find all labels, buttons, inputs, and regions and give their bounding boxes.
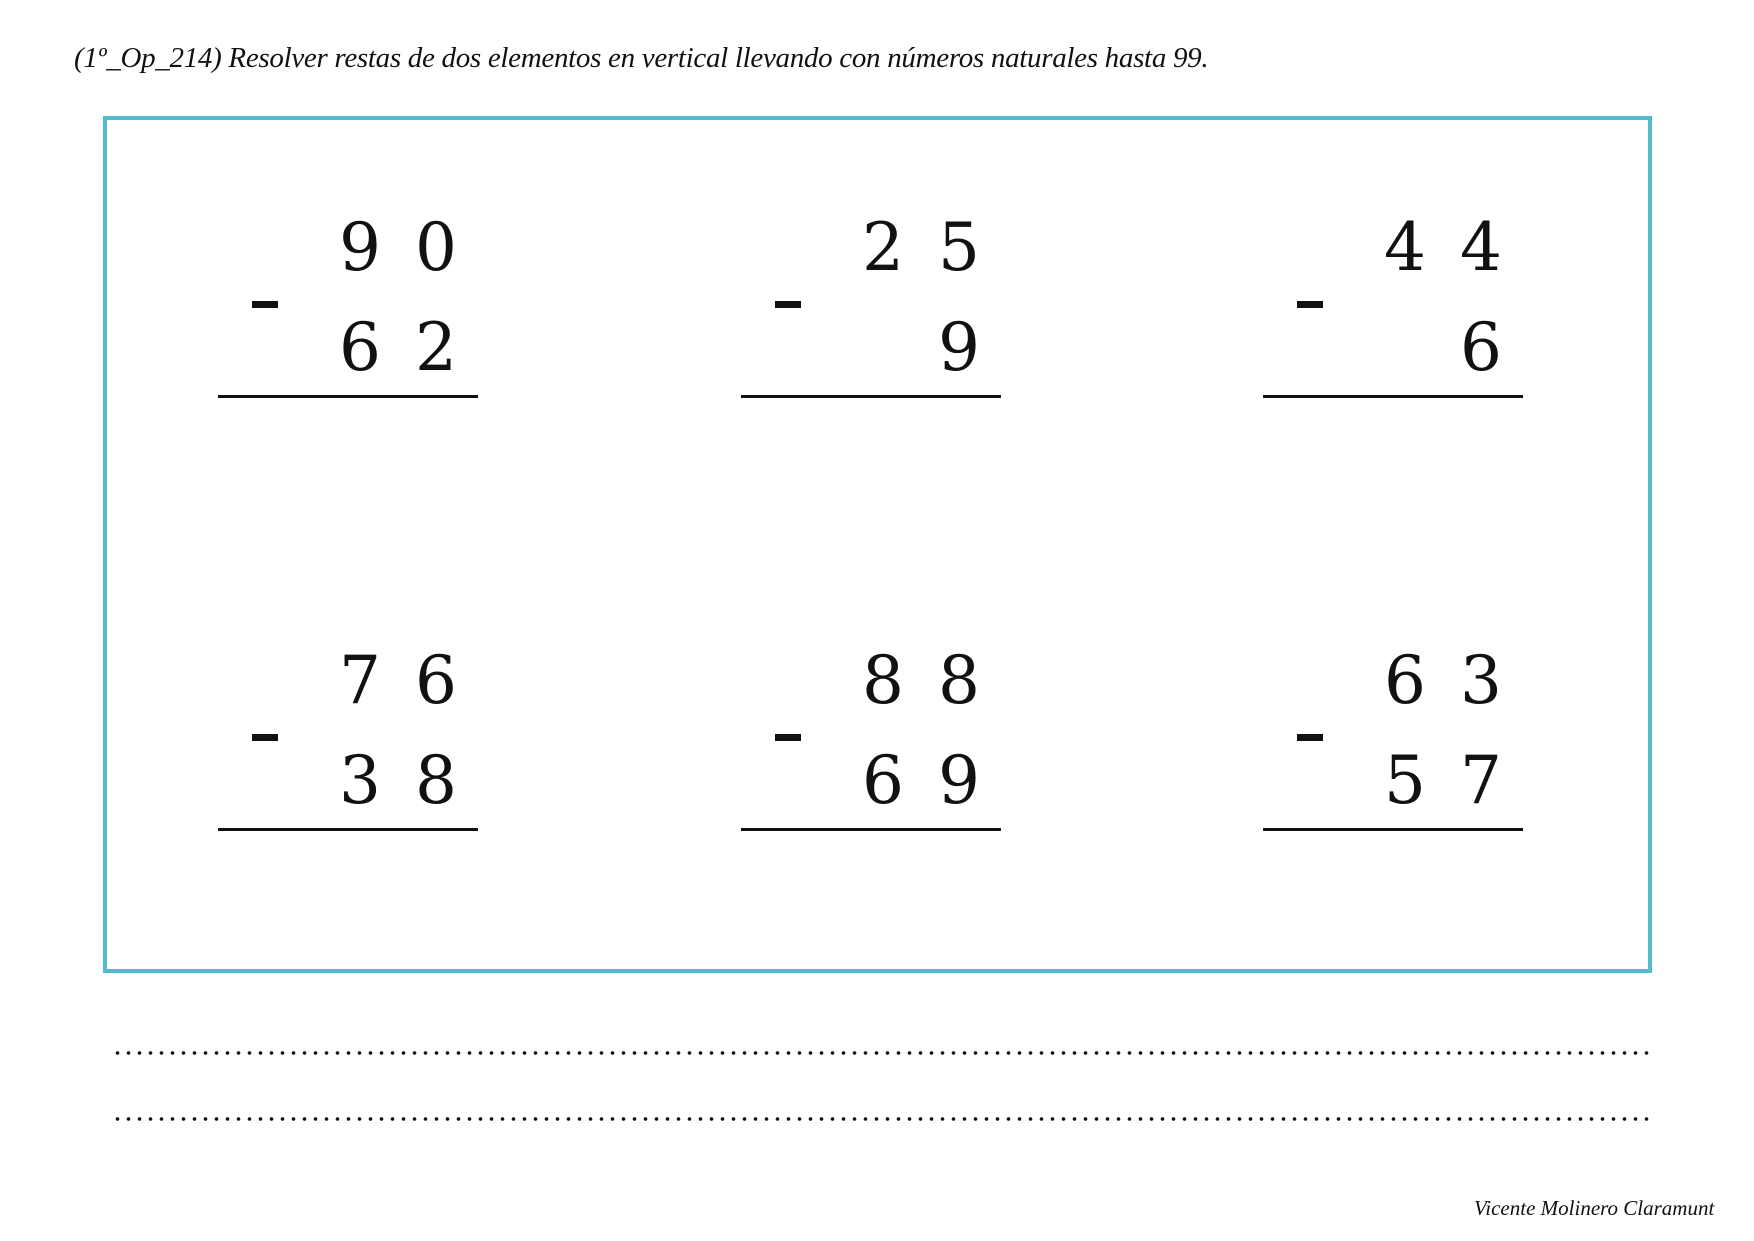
- minuend: [336, 209, 460, 286]
- digit-tens: 9: [339, 209, 381, 286]
- subtrahend: [1381, 742, 1505, 819]
- subtrahend: [336, 309, 460, 386]
- minuend: [1381, 209, 1505, 286]
- result-line: [1263, 828, 1523, 831]
- digit-units: 6: [1460, 309, 1502, 386]
- digit-units: 0: [415, 209, 457, 286]
- minuend: [336, 642, 460, 719]
- subtrahend: [859, 742, 983, 819]
- minus-sign-icon: [1297, 734, 1323, 741]
- minuend: [1381, 642, 1505, 719]
- answer-line-1[interactable]: [112, 1051, 1650, 1055]
- minus-sign-icon: [775, 301, 801, 308]
- digit-tens: 4: [1384, 209, 1426, 286]
- author-credit: Vicente Molinero Claramunt: [1474, 1196, 1715, 1220]
- subtrahend: [336, 742, 460, 819]
- digit-tens: 5: [1384, 742, 1426, 819]
- digit-units: 7: [1460, 742, 1502, 819]
- result-line: [218, 395, 478, 398]
- subtraction-problem-4: [218, 642, 478, 858]
- digit-units: 9: [938, 309, 980, 386]
- digit-units: 3: [1460, 642, 1502, 719]
- digit-tens: 2: [862, 209, 904, 286]
- minuend: [859, 642, 983, 719]
- subtraction-problem-1: [218, 209, 478, 425]
- subtrahend: [1381, 309, 1505, 386]
- minuend: [859, 209, 983, 286]
- minus-sign-icon: [775, 734, 801, 741]
- answer-line-2[interactable]: [112, 1117, 1650, 1121]
- digit-tens: 7: [339, 642, 381, 719]
- digit-units: 9: [938, 742, 980, 819]
- result-line: [1263, 395, 1523, 398]
- digit-tens: [1381, 315, 1429, 381]
- minus-sign-icon: [1297, 301, 1323, 308]
- digit-tens: [859, 315, 907, 381]
- minus-sign-icon: [252, 301, 278, 308]
- subtraction-problem-3: [1263, 209, 1523, 425]
- subtraction-problem-6: [1263, 642, 1523, 858]
- digit-units: 4: [1460, 209, 1502, 286]
- digit-units: 8: [938, 642, 980, 719]
- worksheet-title: (1º_Op_214) Resolver restas de dos elementos en vertical llevando con números naturales hasta 99.: [74, 42, 1209, 74]
- minus-sign-icon: [252, 734, 278, 741]
- result-line: [218, 828, 478, 831]
- subtrahend: [859, 309, 983, 386]
- digit-units: 5: [938, 209, 980, 286]
- digit-tens: 6: [339, 309, 381, 386]
- subtraction-problem-2: [741, 209, 1001, 425]
- subtraction-problem-5: [741, 642, 1001, 858]
- digit-units: 2: [415, 309, 457, 386]
- digit-tens: 3: [339, 742, 381, 819]
- digit-tens: 6: [1384, 642, 1426, 719]
- result-line: [741, 828, 1001, 831]
- digit-tens: 6: [862, 742, 904, 819]
- digit-units: 8: [415, 742, 457, 819]
- result-line: [741, 395, 1001, 398]
- digit-tens: 8: [862, 642, 904, 719]
- digit-units: 6: [415, 642, 457, 719]
